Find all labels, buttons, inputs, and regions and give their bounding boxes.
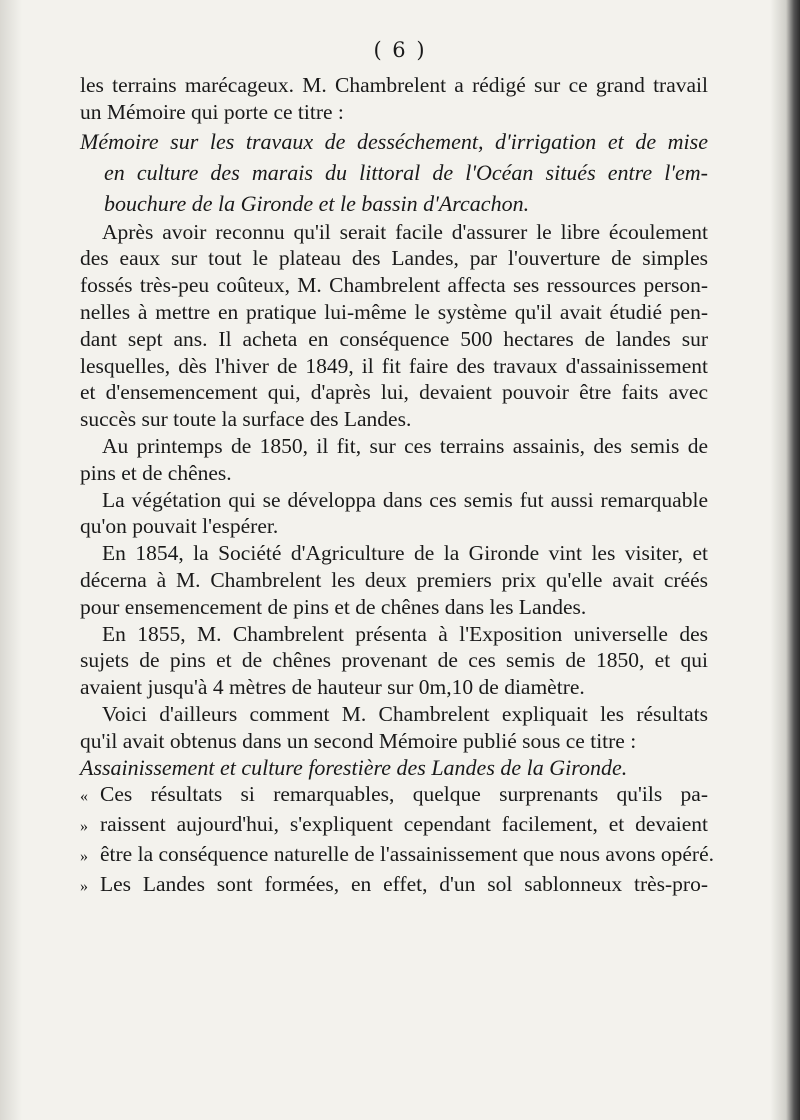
title-line: Mémoire sur les travaux de desséchement, d'irrigation et de mise (80, 128, 708, 154)
text-line: des eaux sur tout le plateau des Landes, par l'ouverture de simples (80, 246, 708, 271)
paragraph-1855 (80, 621, 708, 701)
text-line: décerna à M. Chambrelent les deux premiers prix qu'elle avait créés (80, 567, 708, 592)
paragraph-intro (80, 72, 708, 126)
paragraph-printemps (80, 433, 708, 487)
text-line: dant sept ans. Il acheta en conséquence 500 hectares de landes sur (80, 326, 708, 351)
quote-text: raissent aujourd'hui, s'expliquent cependant facilement, et devaient (100, 812, 708, 837)
text-line: succès sur toute la surface des Landes. (80, 407, 412, 432)
quote-text: Les Landes sont formées, en effet, d'un sol sablonneux très-pro- (100, 871, 708, 896)
text-line: sujets de pins et de chênes provenant de ces semis de 1850, et qui (80, 648, 708, 673)
text-line: et d'ensemencement qui, d'après lui, devaient pouvoir être faits avec (80, 380, 708, 405)
quote-mark: « (80, 788, 88, 806)
text-line: qu'on pouvait l'espérer. (80, 514, 279, 539)
quotation (80, 781, 715, 900)
quote-mark: » (80, 847, 88, 865)
quote-line (80, 841, 715, 871)
page-left-shadow (0, 0, 22, 1120)
quote-mark: » (80, 818, 88, 836)
quote-mark: » (80, 877, 88, 895)
paragraph-voici (80, 701, 708, 755)
paragraph-1854 (80, 540, 708, 620)
text-line: fossés très-peu coûteux, M. Chambrelent affecta ses ressources person- (80, 273, 708, 298)
quote-text: Ces résultats si remarquables, quelque surprenants qu'ils pa- (100, 782, 708, 807)
quote-line (80, 781, 708, 811)
memoire-title-2: Assainissement et culture forestière des Landes de la Gironde. (80, 754, 628, 780)
text-line: nelles à mettre en pratique lui-même le système qu'il avait étudié pen- (80, 299, 708, 324)
text-line: qu'il avait obtenus dans un second Mémoire publié sous ce titre : (80, 728, 637, 753)
text-line: La végétation qui se développa dans ces semis fut aussi remarquable (102, 487, 708, 512)
text-line: Au printemps de 1850, il fit, sur ces terrains assainis, des semis de (102, 433, 708, 458)
text-line: Après avoir reconnu qu'il serait facile d'assurer le libre écoulement (102, 219, 708, 244)
body-text (80, 72, 715, 901)
text-line: En 1854, la Société d'Agriculture de la Gironde vint les visiter, et (102, 541, 708, 566)
paragraph-apres-avoir (80, 219, 708, 433)
quote-line (80, 811, 708, 841)
title-line: en culture des marais du littoral de l'Océan situés entre l'em- (104, 159, 708, 185)
text-line: pins et de chênes. (80, 460, 232, 485)
quote-line (80, 871, 708, 901)
paragraph-vegetation (80, 487, 708, 541)
page-right-binding-edge (770, 0, 800, 1120)
text-line: avaient jusqu'à 4 mètres de hauteur sur 0m,10 de diamètre. (80, 675, 585, 700)
text-line: Voici d'ailleurs comment M. Chambrelent expliquait les résultats (102, 701, 708, 726)
page-number: ( 6 ) (373, 38, 427, 62)
memoire-title-1 (80, 126, 708, 219)
text-line: pour ensemencement de pins et de chênes dans les Landes. (80, 594, 587, 619)
quote-text: être la conséquence naturelle de l'assainissement que nous avons opéré. (100, 841, 715, 866)
text-line: lesquelles, dès l'hiver de 1849, il fit faire des travaux d'assainissement (80, 353, 708, 378)
text-line: En 1855, M. Chambrelent présenta à l'Exposition universelle des (102, 621, 708, 646)
text-line: un Mémoire qui porte ce titre : (80, 99, 344, 124)
title-line: bouchure de la Gironde et le bassin d'Arcachon. (104, 190, 530, 216)
text-line: les terrains marécageux. M. Chambrelent a rédigé sur ce grand travail (80, 73, 708, 97)
